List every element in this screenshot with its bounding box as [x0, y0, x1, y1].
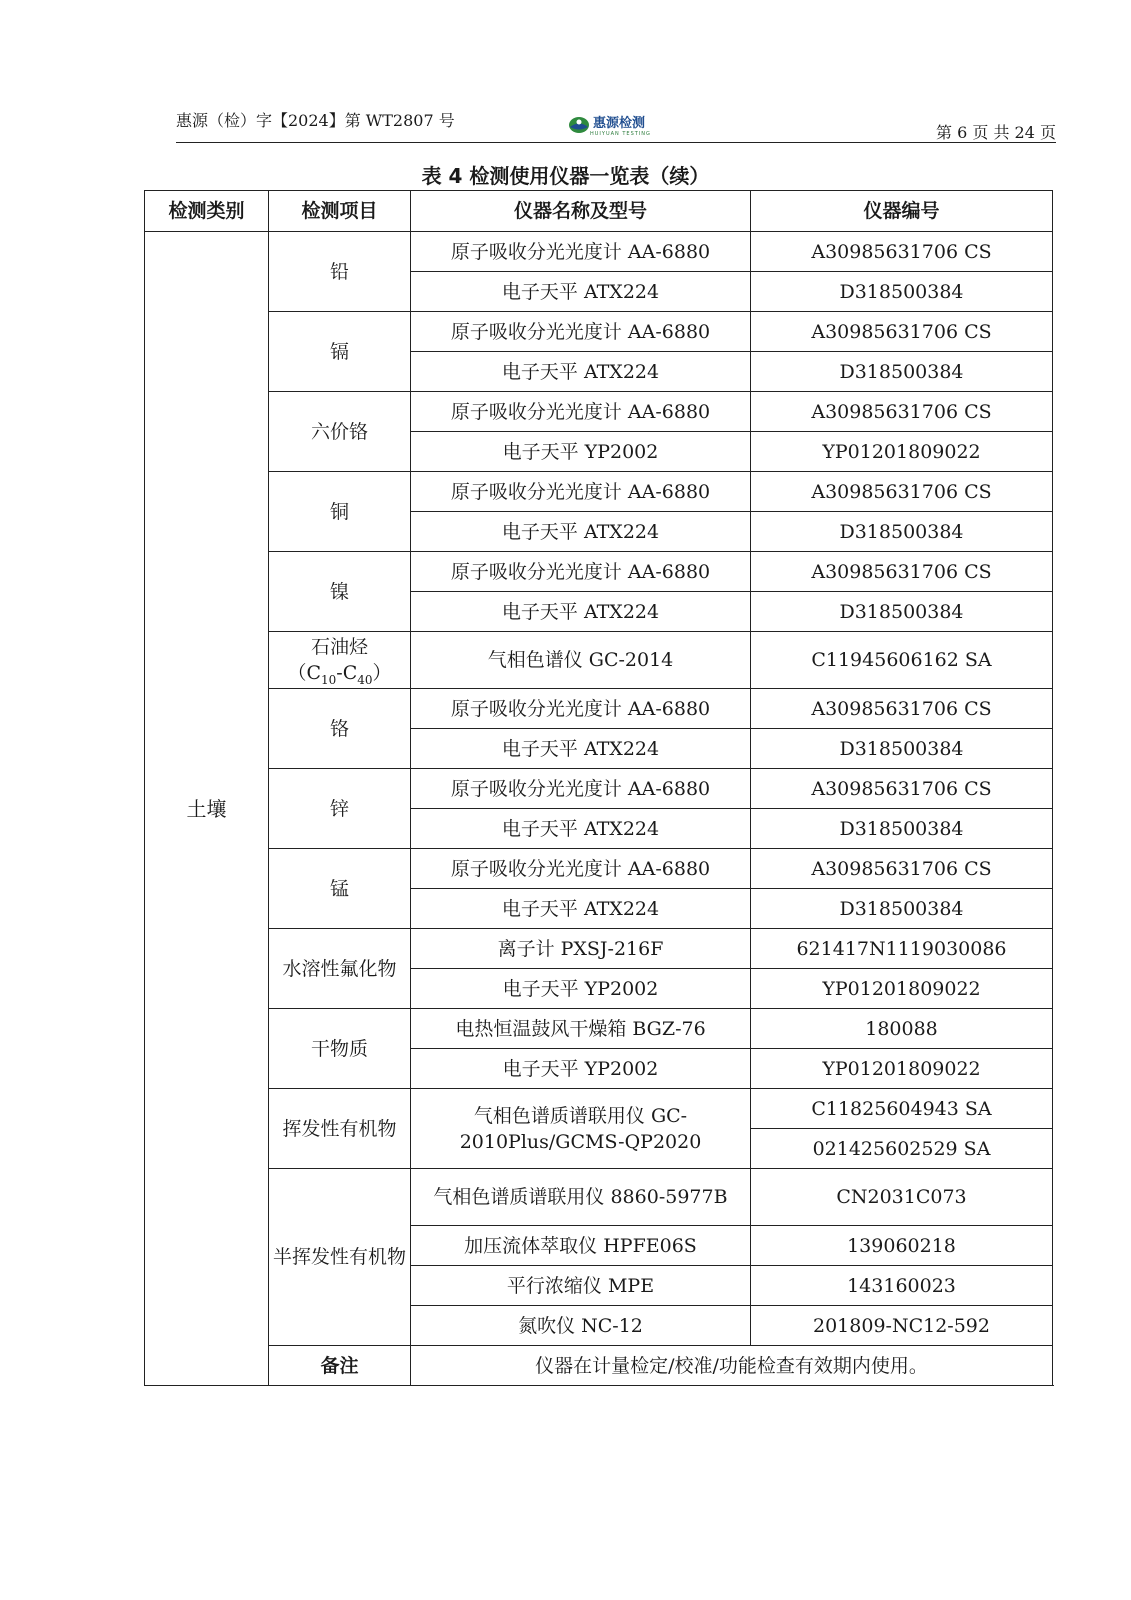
table-row: [145, 232, 1053, 272]
instrument-serial: A30985631706 CS: [751, 849, 1053, 889]
page-number: 第 6 页 共 24 页: [936, 123, 1056, 142]
instrument-name: 原子吸收分光光度计 AA-6880: [411, 769, 751, 809]
instrument-serial: 201809-NC12-592: [751, 1306, 1053, 1346]
instrument-serial: A30985631706 CS: [751, 689, 1053, 729]
table-row: [145, 849, 1053, 889]
instrument-name: 电子天平 ATX224: [411, 889, 751, 929]
instrument-serial: 143160023: [751, 1266, 1053, 1306]
instrument-serial: D318500384: [751, 729, 1053, 769]
item-petroleum-range: [287, 662, 392, 687]
instrument-name: 电子天平 ATX224: [411, 512, 751, 552]
instrument-serial: D318500384: [751, 272, 1053, 312]
instrument-name: 原子吸收分光光度计 AA-6880: [411, 849, 751, 889]
item-volatile-organics: 挥发性有机物: [269, 1089, 411, 1169]
table-row: [145, 1089, 1053, 1129]
instrument-serial: A30985631706 CS: [751, 769, 1053, 809]
table-row: [145, 392, 1053, 432]
table-row: [145, 929, 1053, 969]
item-nickel: 镍: [269, 552, 411, 632]
item-dry-matter: 干物质: [269, 1009, 411, 1089]
report-number: 惠源（检）字【2024】第 WT2807 号: [176, 111, 455, 130]
note-row: [145, 1346, 1053, 1386]
instrument-name: 电子天平 ATX224: [411, 272, 751, 312]
instrument-name: 电子天平 ATX224: [411, 809, 751, 849]
instrument-serial: YP01201809022: [751, 432, 1053, 472]
instrument-name: 电子天平 ATX224: [411, 352, 751, 392]
instrument-name: 原子吸收分光光度计 AA-6880: [411, 472, 751, 512]
item-chromium: 铬: [269, 689, 411, 769]
item-petroleum-name: 石油烃: [310, 636, 368, 658]
instrument-serial: CN2031C073: [751, 1169, 1053, 1226]
table-row: [145, 472, 1053, 512]
instrument-serial: YP01201809022: [751, 1049, 1053, 1089]
item-petroleum-hydrocarbons: [269, 632, 411, 689]
table-row: [145, 1009, 1053, 1049]
instrument-serial: D318500384: [751, 809, 1053, 849]
table-row: [145, 689, 1053, 729]
item-zinc: 锌: [269, 769, 411, 849]
company-logo: [568, 112, 651, 137]
item-copper: 铜: [269, 472, 411, 552]
instrument-name: 原子吸收分光光度计 AA-6880: [411, 689, 751, 729]
petroleum-sub-10: 10: [321, 672, 337, 687]
note-label: 备注: [269, 1346, 411, 1386]
table-title: 表 4 检测使用仪器一览表（续）: [421, 164, 710, 188]
instrument-serial: 180088: [751, 1009, 1053, 1049]
petroleum-sub-40: 40: [357, 672, 373, 687]
petroleum-mid: -C: [336, 662, 358, 684]
instrument-name: 加压流体萃取仪 HPFE06S: [411, 1226, 751, 1266]
table-row: [145, 632, 1053, 689]
instrument-name: 电子天平 ATX224: [411, 729, 751, 769]
instrument-name: 离子计 PXSJ-216F: [411, 929, 751, 969]
table-row: [145, 312, 1053, 352]
instrument-serial: A30985631706 CS: [751, 232, 1053, 272]
instrument-name: 电子天平 YP2002: [411, 969, 751, 1009]
instrument-serial: D318500384: [751, 352, 1053, 392]
instrument-name: 电子天平 YP2002: [411, 432, 751, 472]
instrument-name: 原子吸收分光光度计 AA-6880: [411, 312, 751, 352]
instrument-name: 电热恒温鼓风干燥箱 BGZ-76: [411, 1009, 751, 1049]
instrument-name: 电子天平 YP2002: [411, 1049, 751, 1089]
instrument-name: 气相色谱质谱联用仪 GC-2010Plus/GCMS-QP2020: [411, 1089, 751, 1169]
logo-icon: [568, 116, 590, 134]
logo-text: 惠源检测: [593, 116, 646, 131]
instrument-name: 气相色谱质谱联用仪 8860-5977B: [411, 1169, 751, 1226]
petroleum-close: ）: [372, 662, 392, 684]
instrument-serial: 621417N1119030086: [751, 929, 1053, 969]
instrument-serial: YP01201809022: [751, 969, 1053, 1009]
instrument-serial: C11945606162 SA: [751, 632, 1053, 689]
item-lead: 铅: [269, 232, 411, 312]
instrument-name: 原子吸收分光光度计 AA-6880: [411, 232, 751, 272]
petroleum-open: （C: [287, 662, 321, 684]
instrument-serial: D318500384: [751, 512, 1053, 552]
table-row: [145, 552, 1053, 592]
header-item: 检测项目: [269, 191, 411, 232]
instrument-serial: A30985631706 CS: [751, 552, 1053, 592]
instrument-name: 气相色谱仪 GC-2014: [411, 632, 751, 689]
header-category: 检测类别: [145, 191, 269, 232]
instrument-name: 原子吸收分光光度计 AA-6880: [411, 392, 751, 432]
instrument-name: 原子吸收分光光度计 AA-6880: [411, 552, 751, 592]
instrument-table: [144, 190, 1053, 1386]
item-semi-volatile-organics: 半挥发性有机物: [269, 1169, 411, 1346]
instrument-name: 平行浓缩仪 MPE: [411, 1266, 751, 1306]
instrument-name: 氮吹仪 NC-12: [411, 1306, 751, 1346]
instrument-serial: C11825604943 SA: [751, 1089, 1053, 1129]
instrument-serial: A30985631706 CS: [751, 472, 1053, 512]
logo-subtitle: HUIYUAN TESTING: [590, 131, 651, 137]
header-instrument: 仪器名称及型号: [411, 191, 751, 232]
table-row: [145, 1169, 1053, 1226]
note-text: 仪器在计量检定/校准/功能检查有效期内使用。: [411, 1346, 1053, 1386]
item-cadmium: 镉: [269, 312, 411, 392]
instrument-name: 电子天平 ATX224: [411, 592, 751, 632]
table-row: [145, 769, 1053, 809]
instrument-serial: A30985631706 CS: [751, 312, 1053, 352]
page-header: [176, 104, 1056, 143]
instrument-serial: D318500384: [751, 592, 1053, 632]
item-hexavalent-chromium: 六价铬: [269, 392, 411, 472]
instrument-serial: 139060218: [751, 1226, 1053, 1266]
category-soil: 土壤: [145, 232, 269, 1386]
instrument-serial: A30985631706 CS: [751, 392, 1053, 432]
instrument-serial: 021425602529 SA: [751, 1129, 1053, 1169]
header-serial: 仪器编号: [751, 191, 1053, 232]
instrument-serial: D318500384: [751, 889, 1053, 929]
table-header-row: [145, 191, 1053, 232]
item-water-soluble-fluoride: 水溶性氟化物: [269, 929, 411, 1009]
item-manganese: 锰: [269, 849, 411, 929]
